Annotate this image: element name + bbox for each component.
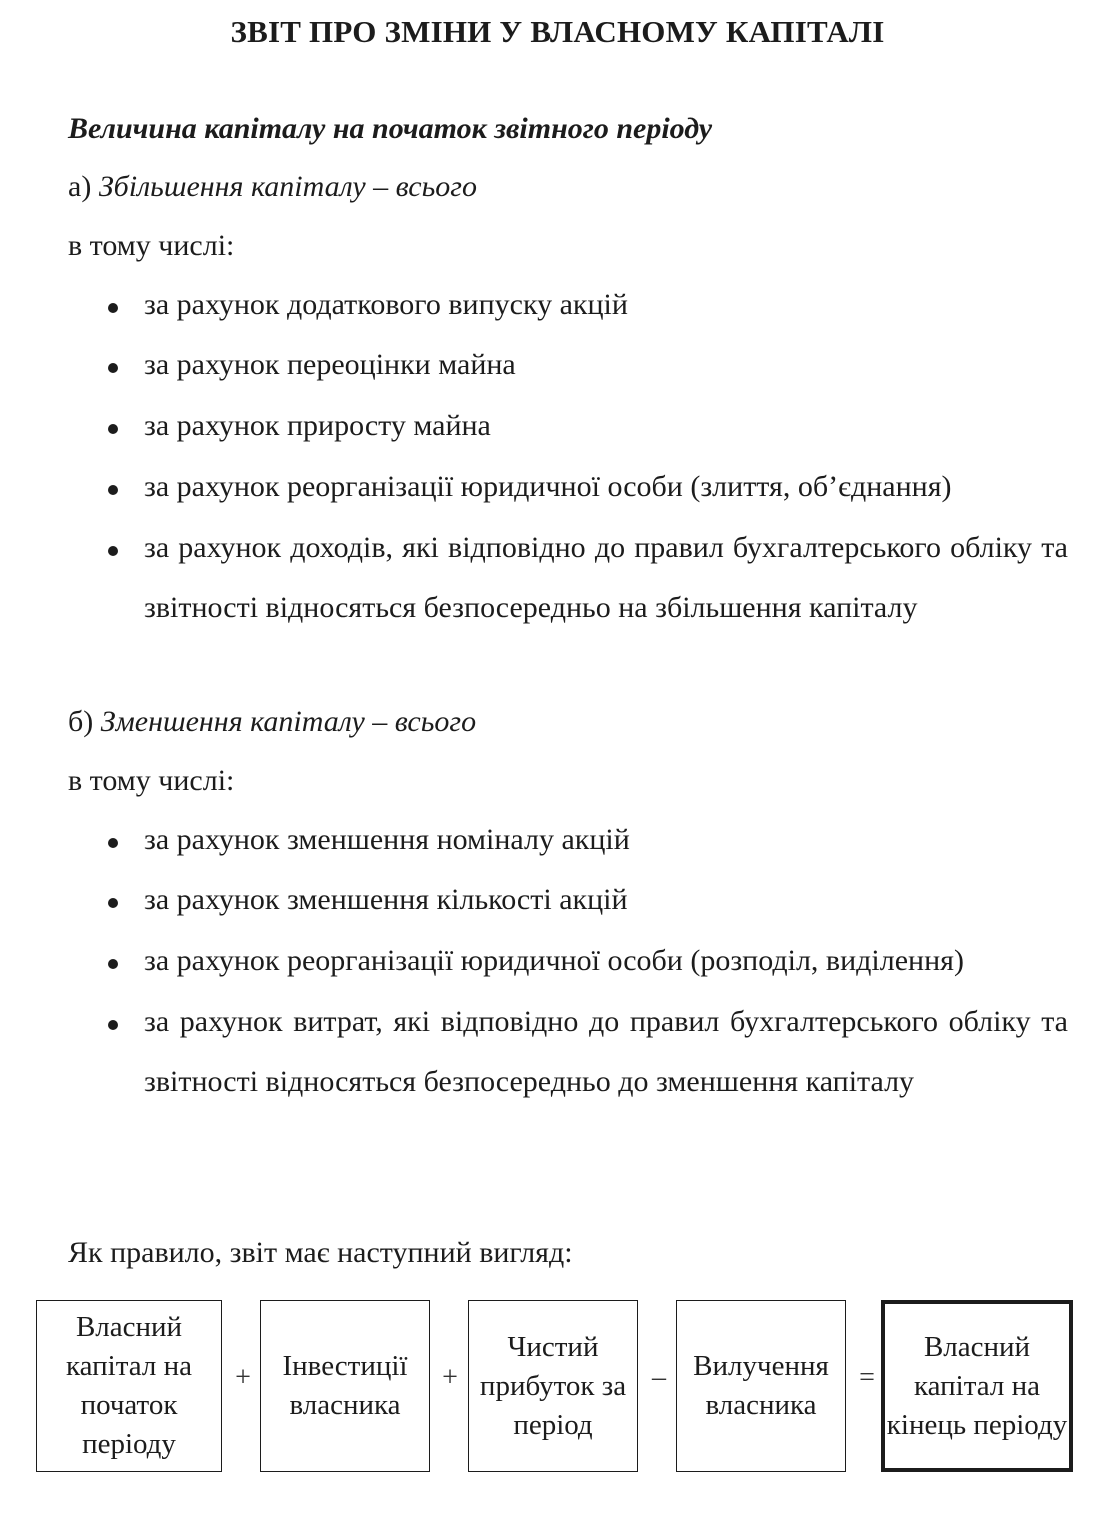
bullet-icon xyxy=(108,1020,118,1030)
formula-box-label: Власний капітал на початок періоду xyxy=(66,1311,192,1460)
list-item-text: за рахунок реорганізації юридичної особи (розподіл, виділення) xyxy=(144,944,964,977)
increase-heading xyxy=(68,170,477,204)
formula-box-closing-equity xyxy=(881,1300,1073,1472)
list-item-text: за рахунок зменшення кількості акцій xyxy=(144,883,628,916)
increase-label: Збільшення капіталу – всього xyxy=(98,170,477,203)
bullet-icon xyxy=(108,898,118,908)
list-item-text: за рахунок доходів, які відповідно до правил бухгалтерського обліку та звітності відносяться безпосередньо на збільшення капіталу xyxy=(144,531,1068,624)
page-title: ЗВІТ ПРО ЗМІНИ У ВЛАСНОМУ КАПІТАЛІ xyxy=(230,14,885,49)
decrease-heading xyxy=(68,705,476,739)
formula-box-label: Вилучення власника xyxy=(693,1350,829,1421)
list-item-text: за рахунок приросту майна xyxy=(144,409,491,442)
bullet-icon xyxy=(108,546,118,556)
bullet-icon xyxy=(108,959,118,969)
bullet-icon xyxy=(108,838,118,848)
bullet-icon xyxy=(108,363,118,373)
decrease-prefix: б) xyxy=(68,705,94,738)
plus-operator: + xyxy=(235,1362,251,1393)
list-item-text: за рахунок переоцінки майна xyxy=(144,348,516,381)
bullet-icon xyxy=(108,424,118,434)
formula-box-net-profit xyxy=(468,1300,638,1472)
bullet-icon xyxy=(108,303,118,313)
list-item-text: за рахунок зменшення номіналу акцій xyxy=(144,823,630,856)
decrease-including: в тому числі: xyxy=(68,764,235,797)
plus-operator: + xyxy=(442,1362,458,1393)
formula-box-label: Інвестиції власника xyxy=(282,1350,408,1421)
formula-box-owner-investments xyxy=(260,1300,430,1472)
formula-intro: Як правило, звіт має наступний вигляд: xyxy=(68,1236,573,1269)
list-item-text: за рахунок реорганізації юридичної особи (злиття, об’єднання) xyxy=(144,470,952,503)
formula-box-label: Чистий прибуток за період xyxy=(479,1330,627,1441)
decrease-label: Зменшення капіталу – всього xyxy=(100,705,477,738)
formula-box-label: Власний капітал на кінець періоду xyxy=(886,1330,1068,1441)
section-subheading: Величина капіталу на початок звітного періоду xyxy=(68,112,713,145)
list-item-text: за рахунок витрат, які відповідно до правил бухгалтерського обліку та звітності відносяться безпосередньо до зменшення капіталу xyxy=(144,1005,1068,1098)
formula-box-opening-equity xyxy=(36,1300,222,1472)
list-item-text: за рахунок додаткового випуску акцій xyxy=(144,288,628,321)
bullet-icon xyxy=(108,485,118,495)
increase-prefix: а) xyxy=(68,170,92,203)
formula-box-owner-withdrawals xyxy=(676,1300,846,1472)
minus-operator: – xyxy=(652,1362,666,1393)
equals-operator: = xyxy=(859,1362,875,1393)
increase-including: в тому числі: xyxy=(68,229,235,262)
